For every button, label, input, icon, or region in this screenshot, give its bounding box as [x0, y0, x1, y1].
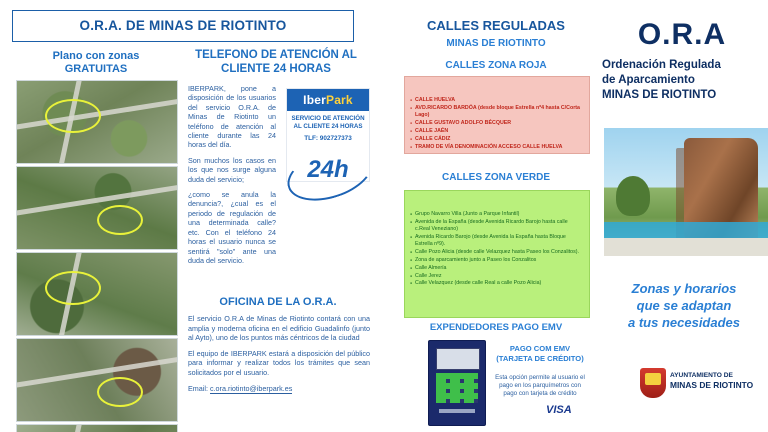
- iberpark-brand: [287, 89, 369, 111]
- telefono-paragraph: Son muchos los casos en los que nos surge alguna duda del servicio;: [188, 155, 276, 184]
- list-item: ● Avenida de la España (desde Avenida Ricardo Barojo hasta calle c.Real Veneziano): [410, 219, 584, 233]
- cover-slogan: [600, 280, 768, 331]
- telefono-paragraph: IBERPARK, pone a disposición de los usuarios del servicio O.R.A. de Minas de Riotinto un teléfono de atención al cliente durante las 24 horas del día.: [188, 84, 276, 150]
- list-item: ● Grupo Navarro Villa (Junto a Parque Infantil): [410, 211, 584, 218]
- plano-title-line2: GRATUITAS: [64, 63, 128, 75]
- expendedores-heading: EXPENDEDORES PAGO EMV: [429, 322, 563, 333]
- map-thumbnail: [16, 252, 178, 336]
- meter-card-slot: [439, 409, 475, 413]
- parking-meter-illustration: [428, 340, 486, 426]
- list-item: ● Calle Almería: [410, 265, 584, 272]
- ayuntamiento-line2: MINAS DE RIOTINTO: [670, 379, 754, 390]
- pago-emv-description: Esta opción permite al usuario el pago en los parquímetros con pago con tarjeta de crédito: [495, 374, 585, 397]
- tree-shape: [616, 176, 650, 216]
- hours-badge: 24h: [307, 156, 349, 183]
- oficina-paragraph: El servicio O.R.A de Minas de Riotinto contará con una amplia y moderna oficina en el edificio Guadalinfo (junto al Ayto), uno de los puntos más céntricos de la ciudad: [188, 314, 370, 343]
- map-thumbnail: [16, 80, 178, 164]
- cover-ora-title: O.R.A: [637, 18, 727, 51]
- map-road: [56, 424, 84, 432]
- telefono-body-text: [188, 84, 276, 271]
- plano-section-title: [16, 50, 176, 76]
- page-title: O.R.A. DE MINAS DE RIOTINTO: [79, 18, 287, 33]
- iberpark-service-lines: SERVICIO DE ATENCIÓN AL CLIENTE 24 HORAS: [291, 115, 365, 130]
- cover-panel: [596, 0, 768, 432]
- ayuntamiento-label: [670, 372, 766, 389]
- map-road: [16, 182, 178, 217]
- water-shape: [604, 222, 768, 238]
- list-item: ● CALLE CÁDIZ: [410, 136, 584, 143]
- list-item: ● CALLE JAÉN: [410, 128, 584, 135]
- telefono-paragraph: ¿como se anula la denuncia?, ¿cual es el periodo de regulación de una determinada calle? etc. Con el teléfono 24 horas el usuario nunca se sentirá "solo" ante una duda del servicio.: [188, 190, 276, 265]
- zona-verde-list: [405, 207, 589, 287]
- map-road: [16, 354, 178, 389]
- coat-of-arms-icon: [640, 368, 666, 398]
- slogan-line: a tus necesidades: [628, 315, 740, 330]
- zona-verde-box: [404, 190, 590, 318]
- cover-photo: [604, 128, 768, 256]
- list-item: ● Avenida Ricardo Barojo (desde Avenida la España hasta Bloque Estrella nº9).: [410, 234, 584, 248]
- email-line: [188, 384, 370, 394]
- list-item: ● Calle Velazquez (desde calle Real a calle Pozo Alicia): [410, 280, 584, 287]
- middle-panel: [396, 0, 596, 432]
- oficina-section-title: OFICINA DE LA O.R.A.: [219, 296, 337, 308]
- main-title-box: [12, 10, 354, 42]
- slogan-line: que se adaptan: [636, 298, 732, 313]
- iberpark-brand-prefix: Iber: [303, 93, 326, 107]
- telefono-title-line1: TELEFONO DE ATENCIÓN AL: [195, 49, 357, 61]
- pago-emv-heading: PAGO COM EMV (TARJETA DE CRÉDITO): [496, 344, 584, 363]
- list-item: ● Calle Jerez: [410, 273, 584, 280]
- oficina-paragraph: El equipo de IBERPARK estará a disposición del público para informar y realizar todos los trámites que sean solicitados por el usuario.: [188, 348, 370, 377]
- cover-subtitle-line: de Aparcamiento: [602, 74, 695, 86]
- map-thumbnail: [16, 338, 178, 422]
- email-address[interactable]: c.ora.riotinto@iberpark.es: [209, 383, 293, 393]
- cover-subtitle-line: Ordenación Regulada: [602, 59, 721, 71]
- plano-title-line1: Plano con zonas: [52, 50, 140, 62]
- cover-subtitle: [602, 58, 768, 103]
- map-thumbnail: [16, 424, 178, 432]
- visa-logo: VISA: [546, 404, 572, 416]
- map-thumbnail: [16, 166, 178, 250]
- list-item: ● CALLE HUELVA: [410, 97, 584, 104]
- meter-screen: [436, 348, 480, 370]
- zona-verde-heading: CALLES ZONA VERDE: [442, 172, 550, 183]
- map-highlight-ellipse: [45, 99, 101, 133]
- list-item: ● Calle Pozo Alicia (desde calle Velazquez hasta Paseo los Conzalitos).: [410, 249, 584, 256]
- telefono-section-title: [186, 48, 366, 76]
- zona-roja-box: [404, 76, 590, 154]
- iberpark-phone: TLF: 902727373: [304, 135, 352, 142]
- calles-reguladas-subtitle: MINAS DE RIOTINTO: [446, 38, 546, 49]
- oficina-body-text: [188, 314, 370, 399]
- list-item: ● TRAMO DE VÍA DENOMINACIÓN ACCESO CALLE HUELVA: [410, 144, 584, 151]
- zona-roja-heading: CALLES ZONA ROJA: [445, 60, 547, 71]
- meter-keypad: [436, 373, 478, 403]
- cover-subtitle-line: MINAS DE RIOTINTO: [602, 89, 717, 101]
- list-item: ● Zona de aparcamiento junto a Paseo los Conzalitos: [410, 257, 584, 264]
- map-highlight-ellipse: [45, 271, 101, 305]
- slogan-line: Zonas y horarios: [631, 281, 737, 296]
- map-thumbnail-column: [16, 80, 176, 424]
- zona-roja-list: [405, 93, 589, 151]
- calles-reguladas-title: CALLES REGULADAS: [427, 18, 565, 33]
- telefono-title-line2: CLIENTE 24 HORAS: [221, 63, 331, 75]
- map-highlight-ellipse: [97, 205, 143, 235]
- ayuntamiento-line1: AYUNTAMIENTO DE: [670, 372, 733, 379]
- list-item: ● AVD.RICARDO BARDÓA (desde bloque Estrella nº4 hasta C/Corta Lago): [410, 105, 584, 119]
- email-label: Email:: [188, 383, 210, 393]
- list-item: ● CALLE GUSTAVO ADOLFO BÉCQUER: [410, 120, 584, 127]
- map-highlight-ellipse: [97, 377, 143, 407]
- path-shape: [604, 238, 768, 256]
- iberpark-brand-suffix: Park: [325, 93, 353, 107]
